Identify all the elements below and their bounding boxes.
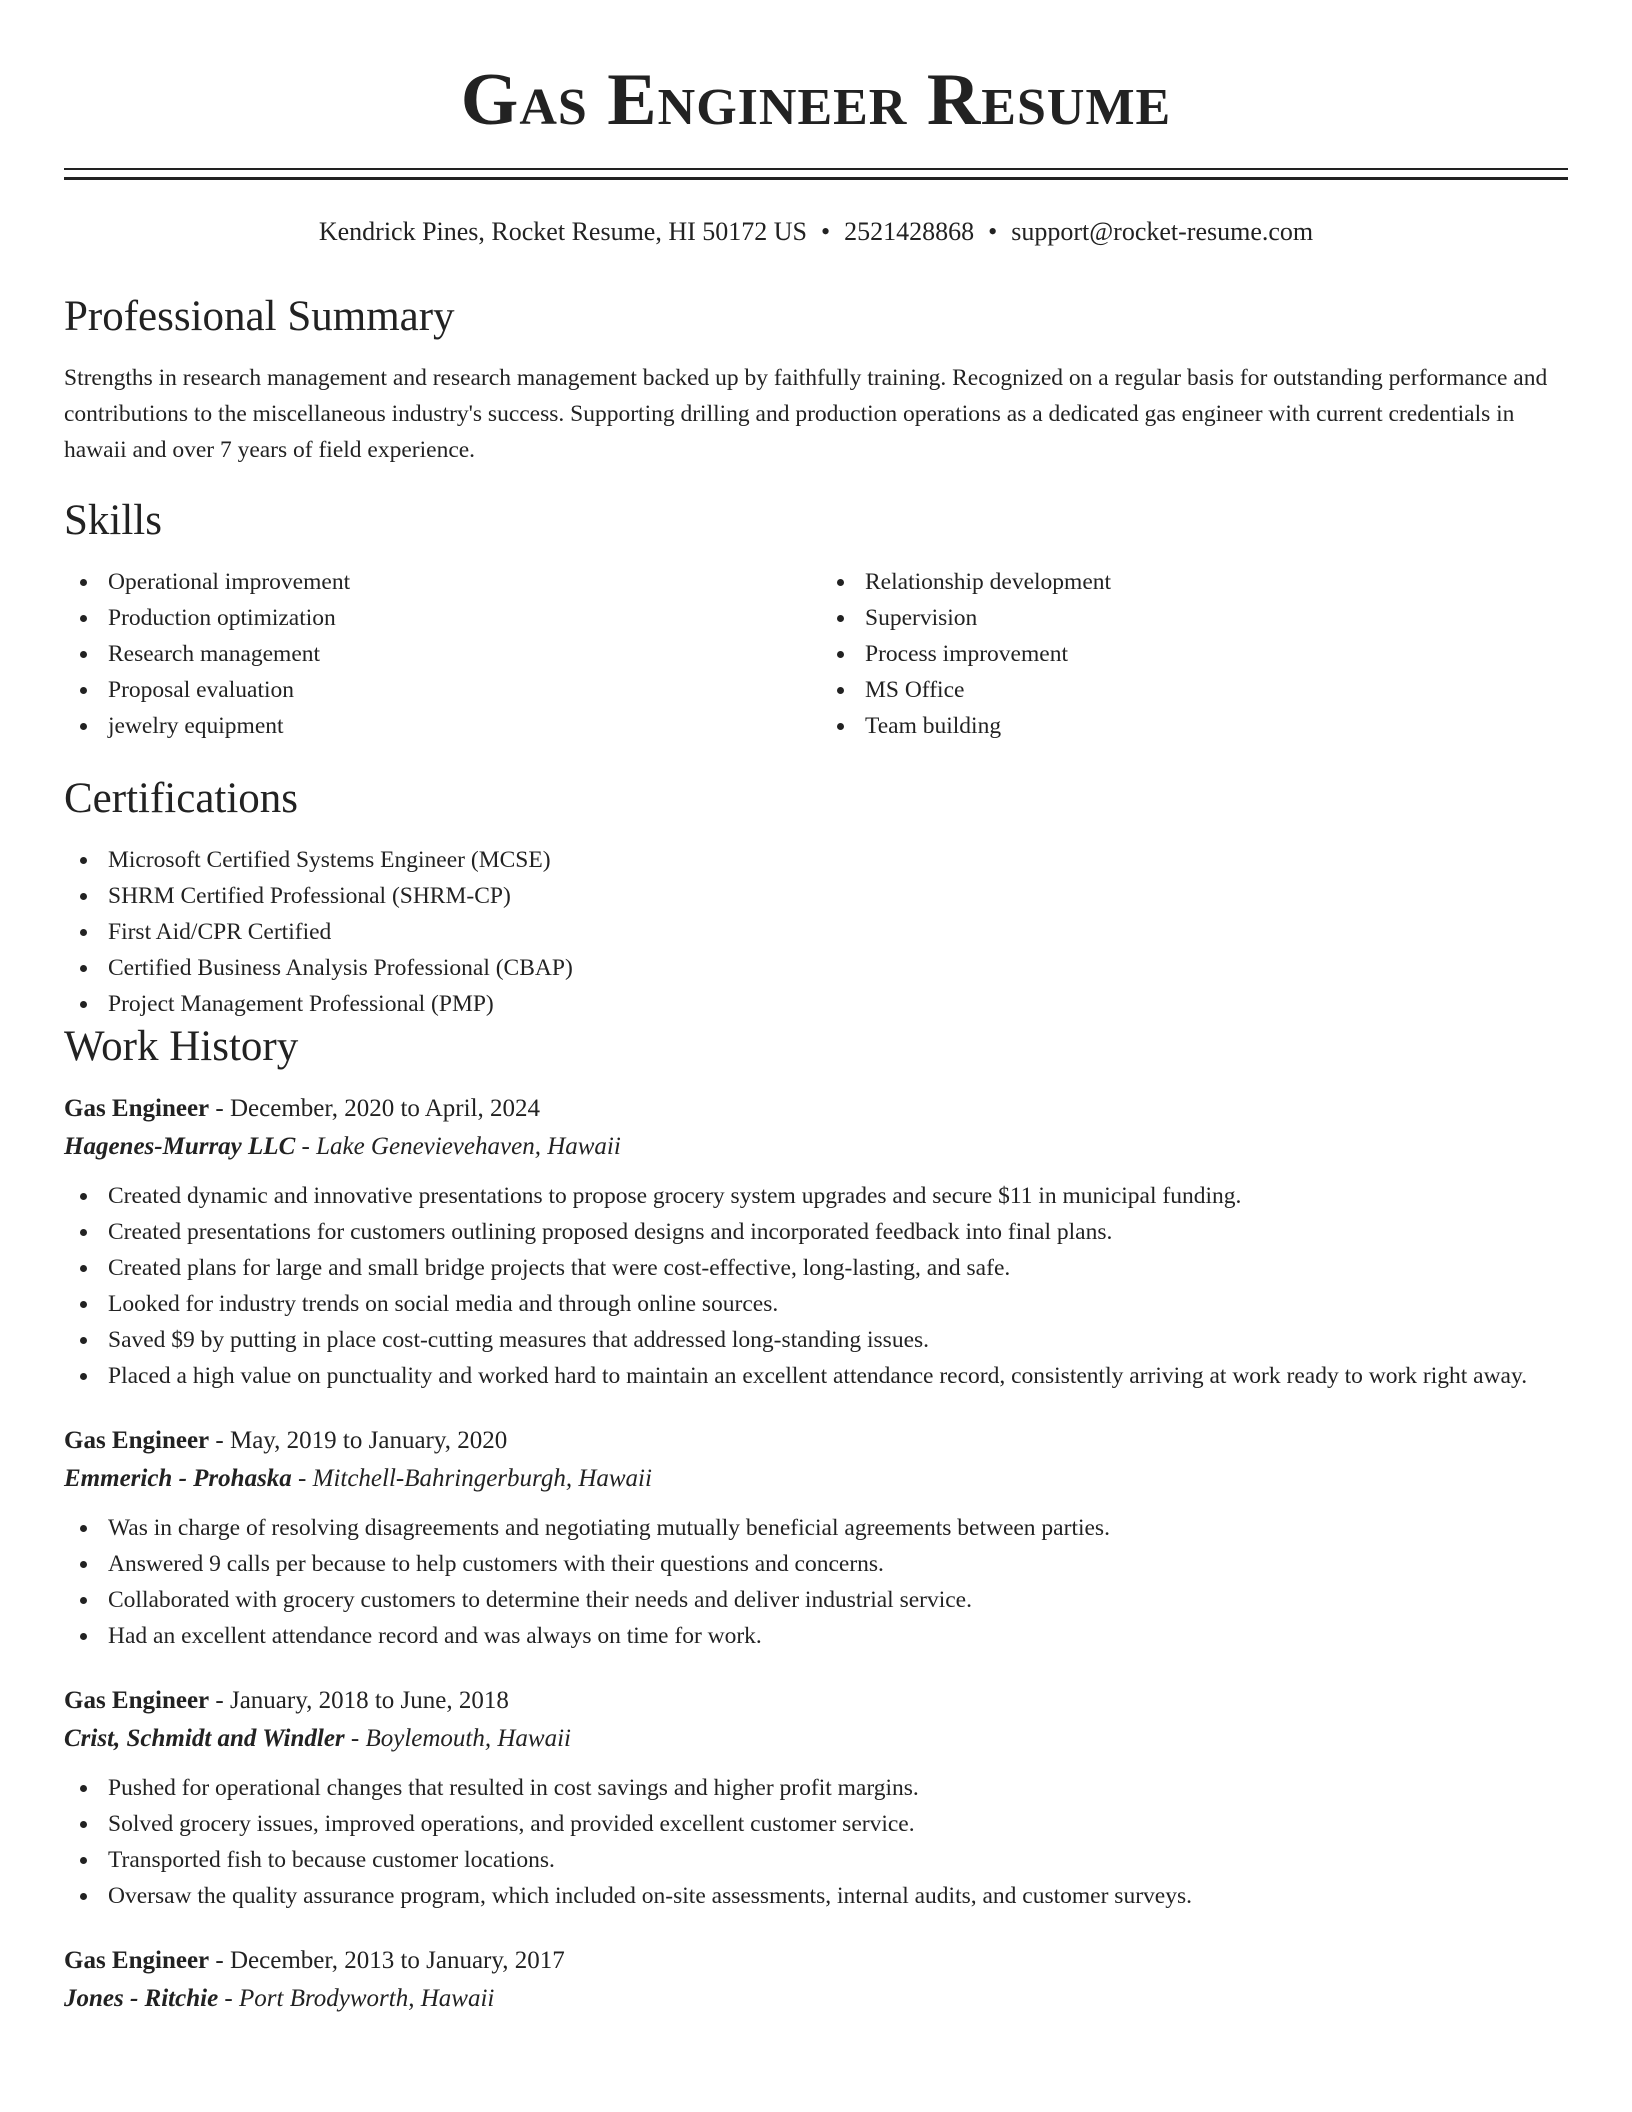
job-location: - Mitchell-Bahringerburgh, Hawaii bbox=[298, 1465, 652, 1492]
contact-address: Kendrick Pines, Rocket Resume, HI 50172 US bbox=[318, 217, 808, 246]
job-duty: Oversaw the quality assurance program, which included on-site assessments, internal audits, and customer surveys. bbox=[64, 1878, 1568, 1914]
job-duty: Created plans for large and small bridge projects that were cost-effective, long-lasting, and safe. bbox=[64, 1250, 1568, 1286]
job-company-line bbox=[64, 1980, 1568, 2018]
skill-item: MS Office bbox=[821, 672, 1568, 708]
page-title: Gas Engineer Resume bbox=[460, 59, 1172, 141]
job-duty: Collaborated with grocery customers to determine their needs and deliver industrial service. bbox=[64, 1582, 1568, 1618]
job-entry bbox=[64, 1682, 1568, 1914]
summary-heading: Professional Summary bbox=[64, 293, 455, 340]
title-divider-bottom bbox=[64, 177, 1568, 180]
job-dates: - December, 2020 to April, 2024 bbox=[215, 1095, 541, 1122]
certifications-section bbox=[64, 774, 1568, 1022]
skill-item: Process improvement bbox=[821, 636, 1568, 672]
contact-email: support@rocket-resume.com bbox=[1011, 217, 1314, 246]
job-role: Gas Engineer bbox=[64, 1687, 210, 1714]
summary-text: Strengths in research management and research management backed up by faithfully training. Recognized on a regular basis for outstanding performance and contributions to the miscellaneous industry's success. Supporting drilling and production operations as a dedicated gas engineer with current credentials in hawaii and over 7 years of field experience. bbox=[64, 365, 1548, 463]
job-duty: Created dynamic and innovative presentations to propose grocery system upgrades and secure $11 in municipal funding. bbox=[64, 1178, 1568, 1214]
job-company-line bbox=[64, 1460, 1568, 1498]
skills-section bbox=[64, 496, 1568, 744]
title-divider-top bbox=[64, 168, 1568, 170]
resume-sections bbox=[64, 292, 1568, 2046]
job-title-line bbox=[64, 1090, 1568, 1128]
certification-item: Certified Business Analysis Professional (CBAP) bbox=[64, 950, 1568, 986]
job-entry bbox=[64, 1422, 1568, 1654]
job-duty: Pushed for operational changes that resulted in cost savings and higher profit margins. bbox=[64, 1770, 1568, 1806]
job-entry bbox=[64, 1090, 1568, 1394]
job-role: Gas Engineer bbox=[64, 1947, 210, 1974]
certification-item: Project Management Professional (PMP) bbox=[64, 986, 1568, 1022]
skill-item: Relationship development bbox=[821, 564, 1568, 600]
skill-item: Supervision bbox=[821, 600, 1568, 636]
certifications-heading: Certifications bbox=[64, 775, 299, 822]
job-title-line bbox=[64, 1682, 1568, 1720]
skills-columns bbox=[64, 564, 1568, 744]
job-company: Emmerich - Prohaska bbox=[64, 1465, 292, 1492]
skills-heading: Skills bbox=[64, 497, 162, 544]
job-duty: Solved grocery issues, improved operations, and provided excellent customer service. bbox=[64, 1806, 1568, 1842]
job-company: Crist, Schmidt and Windler bbox=[64, 1725, 345, 1752]
certification-item: First Aid/CPR Certified bbox=[64, 914, 1568, 950]
job-dates: - December, 2013 to January, 2017 bbox=[215, 1947, 565, 1974]
summary-section bbox=[64, 292, 1568, 468]
skill-item: Operational improvement bbox=[64, 564, 811, 600]
job-role: Gas Engineer bbox=[64, 1095, 210, 1122]
job-duties-list bbox=[64, 1770, 1568, 1914]
contact-line bbox=[64, 216, 1568, 248]
job-title-line bbox=[64, 1942, 1568, 1980]
certifications-list bbox=[64, 842, 1568, 1022]
skill-item: Proposal evaluation bbox=[64, 672, 811, 708]
job-role: Gas Engineer bbox=[64, 1427, 210, 1454]
job-company-line bbox=[64, 1128, 1568, 1166]
contact-separator: • bbox=[988, 217, 998, 246]
certification-item: Microsoft Certified Systems Engineer (MCSE) bbox=[64, 842, 1568, 878]
job-company: Hagenes-Murray LLC bbox=[64, 1133, 296, 1160]
work-history-section bbox=[64, 1022, 1568, 2018]
skill-item: Production optimization bbox=[64, 600, 811, 636]
job-dates: - May, 2019 to January, 2020 bbox=[215, 1427, 508, 1454]
job-duty: Answered 9 calls per because to help customers with their questions and concerns. bbox=[64, 1546, 1568, 1582]
contact-separator: • bbox=[821, 217, 831, 246]
certification-item: SHRM Certified Professional (SHRM-CP) bbox=[64, 878, 1568, 914]
job-duty: Saved $9 by putting in place cost-cutting measures that addressed long-standing issues. bbox=[64, 1322, 1568, 1358]
job-company-line bbox=[64, 1720, 1568, 1758]
skill-item: Research management bbox=[64, 636, 811, 672]
job-duty: Was in charge of resolving disagreements and negotiating mutually beneficial agreements between parties. bbox=[64, 1510, 1568, 1546]
job-location: - Port Brodyworth, Hawaii bbox=[224, 1985, 495, 2012]
skill-item: jewelry equipment bbox=[64, 708, 811, 744]
skills-list-right bbox=[811, 564, 1568, 744]
contact-phone: 2521428868 bbox=[844, 217, 975, 246]
job-dates: - January, 2018 to June, 2018 bbox=[215, 1687, 509, 1714]
job-duty: Created presentations for customers outlining proposed designs and incorporated feedback into final plans. bbox=[64, 1214, 1568, 1250]
skills-list-left bbox=[64, 564, 811, 744]
job-location: - Lake Genevievehaven, Hawaii bbox=[301, 1133, 621, 1160]
job-title-line bbox=[64, 1422, 1568, 1460]
job-duty: Had an excellent attendance record and was always on time for work. bbox=[64, 1618, 1568, 1654]
job-location: - Boylemouth, Hawaii bbox=[350, 1725, 571, 1752]
job-duty: Looked for industry trends on social media and through online sources. bbox=[64, 1286, 1568, 1322]
job-entry bbox=[64, 1942, 1568, 2018]
job-duties-list bbox=[64, 1178, 1568, 1394]
skill-item: Team building bbox=[821, 708, 1568, 744]
job-company: Jones - Ritchie bbox=[64, 1985, 219, 2012]
job-duty: Placed a high value on punctuality and worked hard to maintain an excellent attendance record, consistently arriving at work ready to work right away. bbox=[64, 1358, 1568, 1394]
job-duty: Transported fish to because customer locations. bbox=[64, 1842, 1568, 1878]
work-history-heading: Work History bbox=[64, 1023, 299, 1070]
job-duties-list bbox=[64, 1510, 1568, 1654]
